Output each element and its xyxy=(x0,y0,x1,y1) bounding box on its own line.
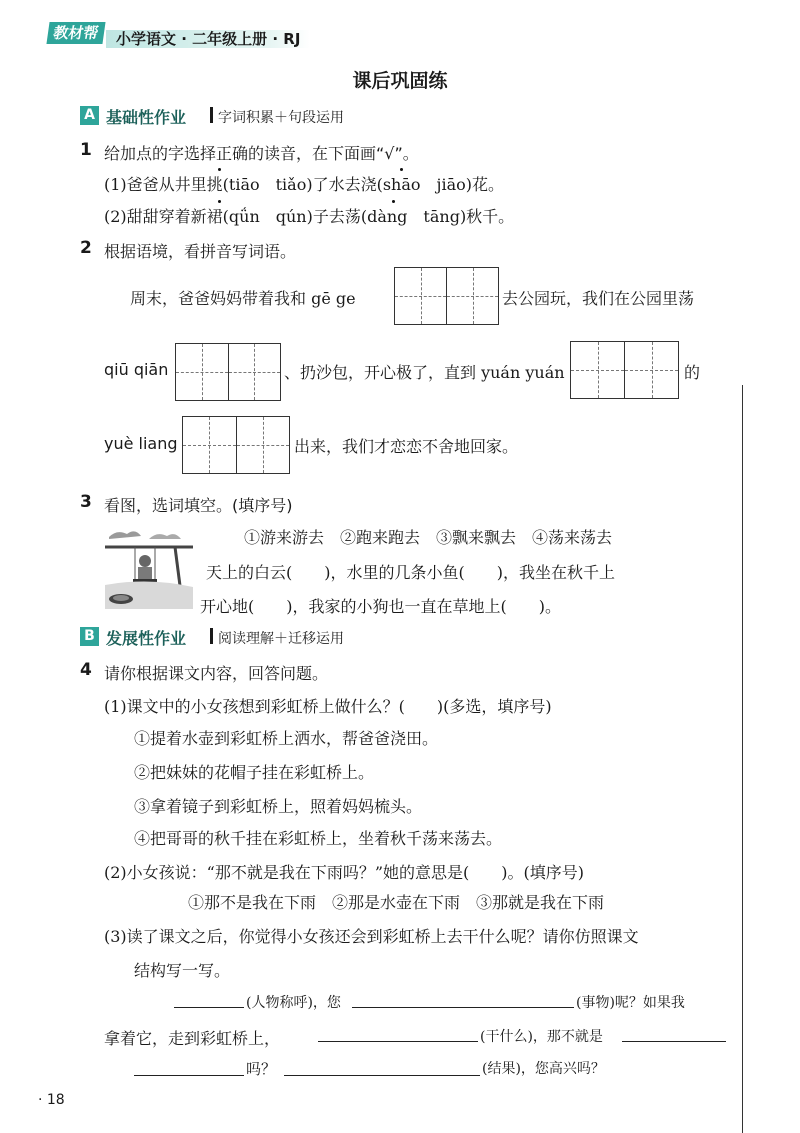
q1-text: 给加点的字选择正确的读音，在下面画“√”。 xyxy=(104,144,419,163)
blank-line[interactable] xyxy=(622,1040,726,1042)
q4-option-4: ④把哥哥的秋千挂在彩虹桥上，坐着秋千荡来荡去。 xyxy=(134,829,503,848)
book-subtitle: 小学语文 · 二年级上册 · RJ xyxy=(116,30,301,48)
q2-line-1a: 周末，爸爸妈妈带着我和 gē ge xyxy=(130,289,356,308)
blank-line[interactable] xyxy=(134,1074,244,1076)
section-b-title: 发展性作业 xyxy=(106,629,187,648)
blank-line[interactable] xyxy=(284,1074,480,1076)
section-b-divider xyxy=(210,628,213,644)
q2-line-2c: 的 xyxy=(684,363,701,382)
blank-line[interactable] xyxy=(352,1006,574,1008)
q2-text: 根据语境，看拼音写词语。 xyxy=(104,242,297,261)
section-a-title: 基础性作业 xyxy=(106,108,187,127)
page-title: 课后巩固练 xyxy=(352,70,448,92)
park-illustration xyxy=(105,525,193,609)
q2-line-2b: 、扔沙包，开心极了，直到 yuán yuán xyxy=(284,363,565,382)
q4-write-4: (干什么)，那不就是 xyxy=(480,1029,603,1045)
brand-badge: 教材帮 xyxy=(46,22,105,44)
q4-write-6: (结果)，您高兴吗？ xyxy=(482,1061,605,1077)
q2-line-3b: 出来，我们才恋恋不舍地回家。 xyxy=(294,437,519,456)
section-b-subtitle: 阅读理解＋迁移运用 xyxy=(218,631,344,647)
answer-grid-yuanyuan[interactable] xyxy=(570,341,679,399)
q4-part1: (1)课文中的小女孩想到彩虹桥上做什么？( )(多选，填序号) xyxy=(104,697,552,716)
q4-write-2: (事物)呢？如果我 xyxy=(576,995,685,1011)
page-number: · 18 xyxy=(38,1092,65,1108)
q4-write-5: 吗？ xyxy=(246,1060,277,1078)
answer-grid-gege[interactable] xyxy=(394,267,499,325)
q2-pinyin-qiuqian: qiū qiān xyxy=(104,360,169,379)
q4-text: 请你根据课文内容，回答问题。 xyxy=(104,664,329,683)
q4-number: 4 xyxy=(80,660,92,680)
q4-option-2: ②把妹妹的花帽子挂在彩虹桥上。 xyxy=(134,763,375,782)
emphasis-dot xyxy=(400,168,403,171)
section-b-badge: B xyxy=(80,627,99,646)
q1-line-1: (1)爸爸从井里挑(tiāo tiǎo)了水去浇(shāo jiāo)花。 xyxy=(104,175,505,194)
q1-line-2: (2)甜甜穿着新裙(qǘn qún)子去荡(dàng tāng)秋千。 xyxy=(104,207,515,226)
q3-line-2: 开心地( )，我家的小狗也一直在草地上( )。 xyxy=(200,597,561,616)
blank-line[interactable] xyxy=(174,1006,244,1008)
section-a-badge: A xyxy=(80,106,99,125)
emphasis-dot xyxy=(218,168,221,171)
q4-part2-options: ①那不是我在下雨 ②那是水壶在下雨 ③那就是我在下雨 xyxy=(188,893,605,912)
page-edge-line xyxy=(742,385,743,1133)
q3-line-1: 天上的白云( )，水里的几条小鱼( )，我坐在秋千上 xyxy=(206,563,615,582)
q4-part3-line-2: 结构写一写。 xyxy=(134,961,231,980)
q3-number: 3 xyxy=(80,492,92,512)
emphasis-dot xyxy=(392,200,395,203)
q1-number: 1 xyxy=(80,140,92,160)
q2-pinyin-yueliang: yuè liang xyxy=(104,434,178,453)
answer-grid-qiuqian[interactable] xyxy=(175,343,281,401)
blank-line[interactable] xyxy=(318,1040,478,1042)
q4-write-1: (人物称呼)，您 xyxy=(246,995,341,1011)
q4-option-1: ①提着水壶到彩虹桥上洒水，帮爸爸浇田。 xyxy=(134,729,439,748)
q4-option-3: ③拿着镜子到彩虹桥上，照着妈妈梳头。 xyxy=(134,797,423,816)
answer-grid-yueliang[interactable] xyxy=(182,416,290,474)
q3-text: 看图，选词填空。(填序号) xyxy=(104,496,293,515)
q2-line-1b: 去公园玩，我们在公园里荡 xyxy=(502,289,695,308)
section-a-divider xyxy=(210,107,213,123)
q4-part3-line-1: (3)读了课文之后，你觉得小女孩还会到彩虹桥上去干什么呢？请你仿照课文 xyxy=(104,927,639,946)
q2-number: 2 xyxy=(80,238,92,258)
q4-write-3: 拿着它，走到彩虹桥上， xyxy=(104,1029,281,1048)
q3-options: ①游来游去 ②跑来跑去 ③飘来飘去 ④荡来荡去 xyxy=(244,528,613,547)
emphasis-dot xyxy=(218,200,221,203)
section-a-subtitle: 字词积累＋句段运用 xyxy=(218,110,344,126)
q4-part2: (2)小女孩说：“那不就是我在下雨吗？”她的意思是( )。(填序号) xyxy=(104,863,584,882)
